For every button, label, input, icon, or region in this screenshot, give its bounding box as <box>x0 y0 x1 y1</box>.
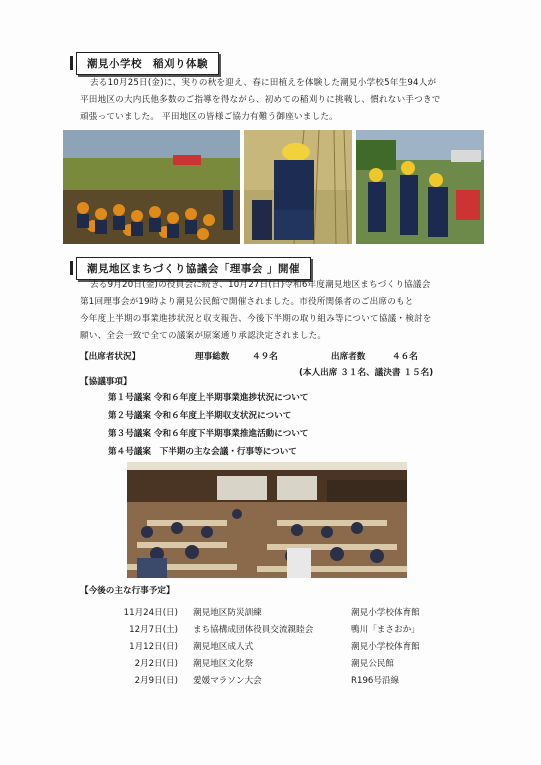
schedule-date: 1月12日(日) <box>129 642 178 652</box>
schedule-place: 潮見小学校体育館 <box>351 642 420 652</box>
paragraph-line: 平田地区の大内氏他多数のご指導を得ながら、初めての稲刈りに挑戦し、慣れない手つきで <box>80 95 441 105</box>
total-members-label: 理事総数 <box>195 352 230 362</box>
schedule-date: 12月7日(土) <box>129 625 178 635</box>
present-members-label: 出席者数 <box>331 352 366 362</box>
schedule-date: 2月2日(日) <box>134 659 178 669</box>
agenda-item: 第４号議案 下半期の主な会議・行事等について <box>108 447 297 457</box>
total-members-value: ４９名 <box>252 352 278 362</box>
present-members-value: ４６名 <box>392 352 418 362</box>
schedule-row <box>118 657 448 673</box>
council-paragraph <box>80 277 432 345</box>
schedule-event: まち協構成団体役員交流親睦会 <box>193 625 314 635</box>
schedule-place: 潮見小学校体育館 <box>351 608 420 618</box>
schedule-place: 潮見公民館 <box>351 659 394 669</box>
schedule-row <box>118 606 448 622</box>
schedule-row <box>118 623 448 639</box>
schedule-row <box>118 674 448 690</box>
schedule-row <box>118 640 448 656</box>
attendance-label: 【出席者状況】 <box>80 352 141 362</box>
schedule-event: 潮見地区防災訓練 <box>193 608 262 618</box>
schedule-place: 鴨川「まさおか」 <box>351 625 420 635</box>
schedule-date: 2月9日(日) <box>134 676 178 686</box>
section-heading-rice-harvest <box>76 52 219 75</box>
rice-harvest-photo-1 <box>63 130 240 244</box>
schedule-event: 潮見地区文化祭 <box>193 659 254 669</box>
schedule-event: 愛媛マラソン大会 <box>193 676 262 686</box>
agenda-item: 第１号議案 令和６年度上半期事業進捗状況について <box>108 393 309 403</box>
rice-harvest-paragraph <box>80 75 441 126</box>
schedule-date: 11月24日(日) <box>123 608 178 618</box>
paragraph-line: 今年度上半期の事業進捗状況と収支報告、今後下半期の取り組み等について協議・検討を <box>80 314 432 324</box>
schedule-place: R196号沿線 <box>351 676 400 686</box>
paragraph-line: 第1回理事会が19時より潮見公民館で開催されました。市役所関係者のご出席のもと <box>80 297 414 307</box>
paragraph-line: 頑張っていました。 平田地区の皆様ご協力有難う御座いました。 <box>80 112 338 122</box>
paragraph-line: 去る9月20日(金)の役員会に続き、10月27日(日)令和6年度潮見地区まちづくり協議会 <box>90 280 431 290</box>
section-heading-text: 潮見地区まちづくり協議会「理事会 」開催 <box>87 263 301 275</box>
attendance-detail: (本人出席 ３１名、議決書 １５名) <box>299 368 434 378</box>
paragraph-line: 去る10月25日(金)に、実りの秋を迎え、春に田植えを体験した潮見小学校5年生94人が <box>90 78 437 88</box>
schedule-event: 潮見地区成人式 <box>193 642 254 652</box>
agenda-item: 第３号議案 令和６年度下半期事業推進活動について <box>108 429 309 439</box>
rice-harvest-photo-2 <box>244 130 352 244</box>
agenda-label: 【協議事項】 <box>80 377 132 387</box>
agenda-item: 第２号議案 令和６年度上半期収支状況について <box>108 411 292 421</box>
paragraph-line: 願い、全会一致で全ての議案が原案通り承認決定されました。 <box>80 331 327 341</box>
rice-harvest-photo-3 <box>356 130 484 244</box>
council-meeting-photo <box>127 462 407 578</box>
section-heading-text: 潮見小学校 稲刈り体験 <box>87 58 208 70</box>
schedule-title: 【今後の主な行事予定】 <box>80 586 175 596</box>
